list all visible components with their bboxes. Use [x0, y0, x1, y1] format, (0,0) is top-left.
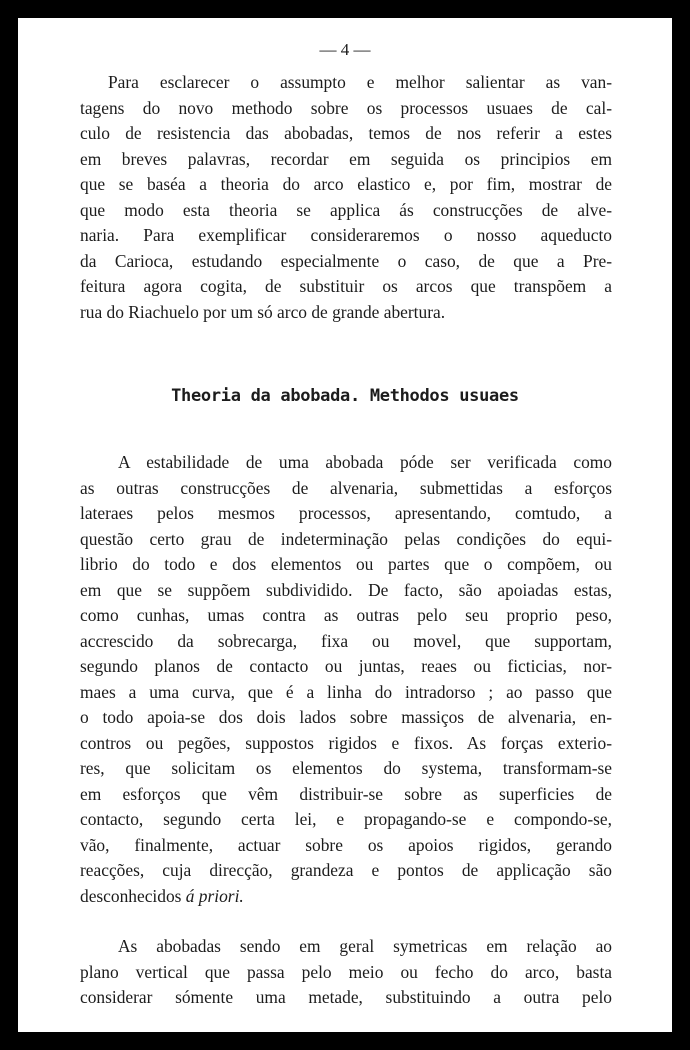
- text-line: em breves palavras, recordar em seguida os principios em: [80, 148, 612, 169]
- text-line: feitura agora cogita, de substituir os arcos que transpõem a: [80, 276, 612, 296]
- text-line: questão certo grau de indeterminação pelas condições do equi-: [80, 528, 612, 549]
- text-line-last: [80, 884, 612, 910]
- text-line: plano vertical que passa pelo meio ou fecho do arco, basta: [80, 961, 612, 982]
- page-number: — 4 —: [319, 40, 371, 59]
- text-line: Para esclarecer o assumpto e melhor salientar as van-: [108, 72, 612, 92]
- text-line: maes a uma curva, que é a linha do intradorso ; ao passo que: [80, 681, 612, 702]
- paragraph-symmetry: [80, 934, 612, 1011]
- text-line: res, que solicitam os elementos do systema, transformam-se: [80, 758, 612, 778]
- text-line: librio do todo e dos elementos ou partes que o compõem, ou: [80, 554, 612, 574]
- document-page: [18, 18, 672, 1032]
- text-line: As abobadas sendo em geral symetricas em relação ao: [118, 936, 612, 956]
- text-line: o todo apoia-se dos dois lados sobre massiços de alvenaria, en-: [80, 707, 612, 727]
- text-line: da Carioca, estudando especialmente o caso, de que a Pre-: [80, 250, 612, 271]
- text-line: contros ou pegões, suppostos rigidos e fixos. As forças exterio-: [80, 732, 612, 753]
- text-line: tagens do novo methodo sobre os processos usuaes de cal-: [80, 97, 612, 118]
- text-line: em que se suppõem subdividido. De facto, são apoiadas estas,: [80, 579, 612, 600]
- text-line: as outras construcções de alvenaria, submettidas a esforços: [80, 477, 612, 498]
- text-line: accrescido da sobrecarga, fixa ou movel, que supportam,: [80, 630, 612, 651]
- text-line: rua do Riachuelo por um só arco de grande abertura.: [80, 301, 446, 322]
- text-line: naria. Para exemplificar consideraremos o nosso aqueducto: [80, 225, 612, 245]
- text-line: considerar sómente uma metade, substituindo a outra pelo: [80, 987, 612, 1007]
- text-line: como cunhas, umas contra as outras pelo seu proprio peso,: [80, 605, 612, 625]
- text-fragment: desconhecidos: [80, 885, 186, 906]
- text-line: que modo esta theoria se applica ás construcções de alve-: [80, 199, 612, 220]
- text-line: lateraes pelos mesmos processos, apresentando, comtudo, a: [80, 503, 612, 523]
- text-line: vão, finalmente, actuar sobre os apoios rigidos, gerando: [80, 834, 612, 855]
- paragraph-stability: [80, 450, 612, 909]
- text-line: A estabilidade de uma abobada póde ser verificada como: [118, 452, 612, 472]
- paragraph-introduction: [80, 70, 612, 325]
- italic-phrase: á priori.: [185, 885, 244, 906]
- text-line: culo de resistencia das abobadas, temos de nos referir a estes: [80, 123, 612, 143]
- text-line: segundo planos de contacto ou juntas, reaes ou ficticias, nor-: [80, 656, 612, 676]
- text-line: reacções, cuja direcção, grandeza e pontos de applicação são: [80, 860, 612, 880]
- section-heading: Theoria da abobada. Methodos usuaes: [171, 386, 519, 406]
- text-line: em esforços que vêm distribuir-se sobre as superficies de: [80, 783, 612, 804]
- text-line: que se baséa a theoria do arco elastico e, por fim, mostrar de: [80, 174, 612, 194]
- text-line: contacto, segundo certa lei, e propagando-se e compondo-se,: [80, 809, 612, 829]
